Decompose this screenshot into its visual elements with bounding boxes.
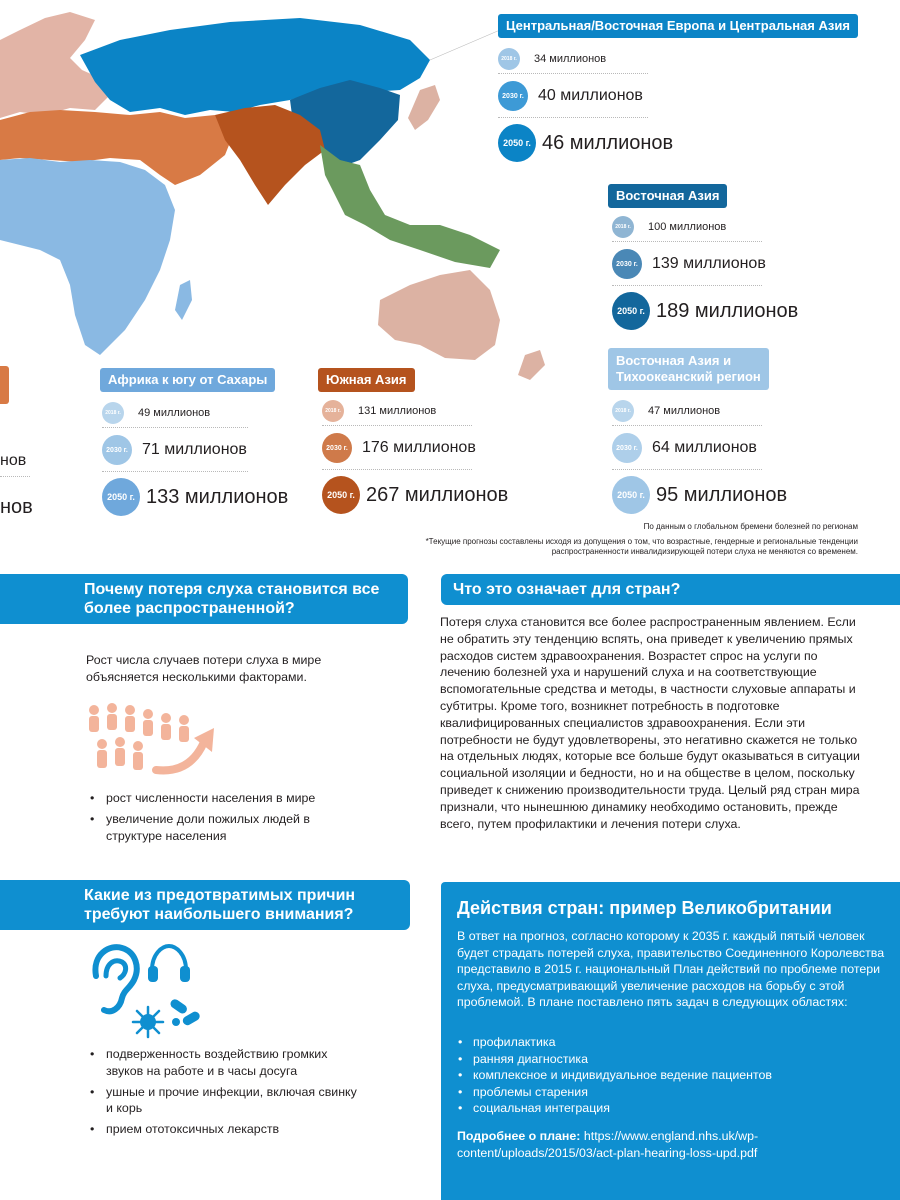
footnote <box>426 537 858 557</box>
map-japan <box>408 85 440 130</box>
uk-more-link[interactable]: https://www.england.nhs.uk/wp-content/uploads/2015/03/act-plan-hearing-loss-upd.pdf <box>457 1129 759 1160</box>
region-tag-sub-saharan: Африка к югу от Сахары <box>100 368 275 392</box>
year-circle-2050: 2050 г. <box>612 476 650 514</box>
stat-row-2050 <box>612 286 799 336</box>
year-circle-2050: 2050 г. <box>498 124 536 162</box>
countries-header: Что это означает для стран? <box>441 574 900 605</box>
stat-row-2030 <box>102 428 248 472</box>
stat-value: 189 миллионов <box>656 299 799 322</box>
region-tag-line: Восточная Азия и <box>616 353 732 368</box>
causes-header-line: Какие из предотвратимых причин <box>84 887 356 904</box>
causes-bullets <box>86 1046 366 1142</box>
year-circle-2030: 2030 г. <box>612 433 642 463</box>
map-se-asia <box>320 145 500 268</box>
stats-east-asia-pacific <box>612 396 788 520</box>
stat-row-2030 <box>612 426 762 470</box>
why-header-line: Почему потеря слуха становится все <box>84 581 380 598</box>
why-intro <box>86 652 386 686</box>
stat-row-2050 <box>102 472 289 522</box>
stat-row-2050 <box>612 470 788 520</box>
stat-value-cut-2050: нов <box>0 496 33 518</box>
stat-value: 95 миллионов <box>656 483 788 506</box>
map-australia <box>378 270 500 360</box>
map-leader-line <box>430 30 500 60</box>
stats-central-europe <box>498 44 674 168</box>
stat-row-2030 <box>612 242 766 286</box>
virus-icon <box>130 1004 166 1040</box>
stat-value: 34 миллионов <box>534 53 607 65</box>
map-new-zealand <box>518 350 545 380</box>
region-tag-east-asia: Восточная Азия <box>608 184 727 208</box>
uk-panel <box>441 882 900 1200</box>
list-item: • увеличение доли пожилых людей в структуре населения <box>86 811 356 845</box>
list-item: • подверженность воздействию громких звуков на работе и в часы досуга <box>86 1046 366 1080</box>
stat-row-2030 <box>322 426 476 470</box>
list-item: • комплексное и индивидуальное ведение пациентов <box>457 1067 772 1084</box>
stat-value: 176 миллионов <box>362 439 476 456</box>
growth-arrow-icon <box>150 722 220 782</box>
stat-value: 267 миллионов <box>366 483 509 506</box>
stat-value: 71 миллионов <box>142 441 247 458</box>
list-item: • профилактика <box>457 1034 772 1051</box>
region-tag-south-asia: Южная Азия <box>318 368 415 392</box>
stat-value: 46 миллионов <box>542 131 674 154</box>
countries-text: Потеря слуха становится все более распространенным явлением. Если не обратить эту тенденцию вспять, она приведет к увеличению прямых расходов систем здравоохранения. Возрастет спрос на услуги по лечению болезней уха и нарушений слуха и на соответствующие вспомогательные средства и методы, в частности слуховые аппараты и субтитры. Кроме того, возникнет потребность в подготовке квалифицированных специалистов здравоохранения. Если эти потребности не будут удовлетворены, это негативно скажется не только на отдельных людях, которые все больше будут оказываться в ситуации социальной изоляции и бедности, но и на обществе в целом, поскольку приведет к снижению производительности труда. Целый ряд стран мира признали, что нынешнюю динамику необходимо остановить, прежде всего, путем профилактики и лечения потери слуха. <box>440 615 860 831</box>
list-item: • ушные и прочие инфекции, включая свинку и корь <box>86 1084 366 1118</box>
year-circle-2050: 2050 г. <box>612 292 650 330</box>
stats-east-asia <box>612 212 799 336</box>
year-circle-2050: 2050 г. <box>322 476 360 514</box>
pills-icon <box>168 998 202 1028</box>
list-item: • прием ототоксичных лекарств <box>86 1121 366 1138</box>
uk-more-label: Подробнее о плане: <box>457 1129 581 1143</box>
causes-header <box>0 880 410 930</box>
stat-value: 47 миллионов <box>648 405 721 417</box>
source-note: По данным о глобальном бремени болезней по регионам <box>643 522 858 531</box>
stat-value: 49 миллионов <box>138 407 211 419</box>
stat-value: 64 миллионов <box>652 439 757 456</box>
causes-header-line: требуют наибольшего внимания? <box>84 906 354 923</box>
stat-value: 40 миллионов <box>538 87 643 104</box>
list-item: • социальная интеграция <box>457 1100 772 1117</box>
stat-row-2018 <box>612 212 762 242</box>
list-item: • проблемы старения <box>457 1084 772 1101</box>
stat-value-cut-2030: нов <box>0 452 27 469</box>
map-sub-saharan-africa <box>0 158 175 355</box>
stat-row-2018 <box>102 398 248 428</box>
footnote-line: распространенности инвалидизирующей потери слуха не меняются со временем. <box>551 547 858 556</box>
stat-rule-cut <box>0 476 30 477</box>
region-tag-central-europe: Центральная/Восточная Европа и Центральная Азия <box>498 14 858 38</box>
why-bullets <box>86 790 356 848</box>
year-circle-2050: 2050 г. <box>102 478 140 516</box>
uk-bullets <box>457 1034 772 1117</box>
region-tag-east-asia-pacific <box>608 348 769 390</box>
why-header <box>0 574 408 624</box>
why-intro-line: объясняется несколькими факторами. <box>86 669 307 684</box>
stat-row-2030 <box>498 74 648 118</box>
year-circle-2018: 2018 г. <box>612 216 634 238</box>
stat-row-2050 <box>498 118 674 168</box>
map-madagascar <box>175 280 192 320</box>
list-item: • рост численности населения в мире <box>86 790 356 807</box>
uk-text: В ответ на прогноз, согласно которому к 2035 г. каждый пятый человек будет страдать потерей слуха, правительство Соединенного Королевства представило в 2015 г. национальный План действий по проблеме потери слуха, предусматривающий увеличение расходов на борьбу с этой проблемой. В плане поставлено пять задач в следующих областях: <box>457 929 885 1010</box>
list-item: • ранняя диагностика <box>457 1051 772 1068</box>
year-circle-2018: 2018 г. <box>498 48 520 70</box>
stat-value: 133 миллионов <box>146 485 289 508</box>
uk-more <box>457 1128 887 1161</box>
world-map <box>0 0 900 560</box>
stats-south-asia <box>322 396 509 520</box>
year-circle-2018: 2018 г. <box>612 400 634 422</box>
stat-row-2018 <box>612 396 762 426</box>
stat-value: 139 миллионов <box>652 255 766 272</box>
year-circle-2030: 2030 г. <box>612 249 642 279</box>
stat-row-2050 <box>322 470 509 520</box>
stat-row-2018 <box>498 44 648 74</box>
uk-title: Действия стран: пример Великобритании <box>457 898 832 918</box>
stat-value: 100 миллионов <box>648 221 727 233</box>
why-header-line: более распространенной? <box>84 600 295 617</box>
stat-value: 131 миллионов <box>358 405 437 417</box>
headphones-icon <box>144 940 194 990</box>
stat-row-2018 <box>322 396 472 426</box>
footnote-line: *Текущие прогнозы составлены исходя из допущения о том, что возрастные, гендерные и региональные тенденции <box>425 537 858 546</box>
region-tag-cut-left <box>0 366 9 404</box>
year-circle-2018: 2018 г. <box>102 402 124 424</box>
year-circle-2030: 2030 г. <box>498 81 528 111</box>
year-circle-2030: 2030 г. <box>322 433 352 463</box>
year-circle-2030: 2030 г. <box>102 435 132 465</box>
why-intro-line: Рост числа случаев потери слуха в мире <box>86 653 322 667</box>
year-circle-2018: 2018 г. <box>322 400 344 422</box>
stats-sub-saharan <box>102 398 289 522</box>
region-tag-line: Тихоокеанский регион <box>616 369 761 384</box>
